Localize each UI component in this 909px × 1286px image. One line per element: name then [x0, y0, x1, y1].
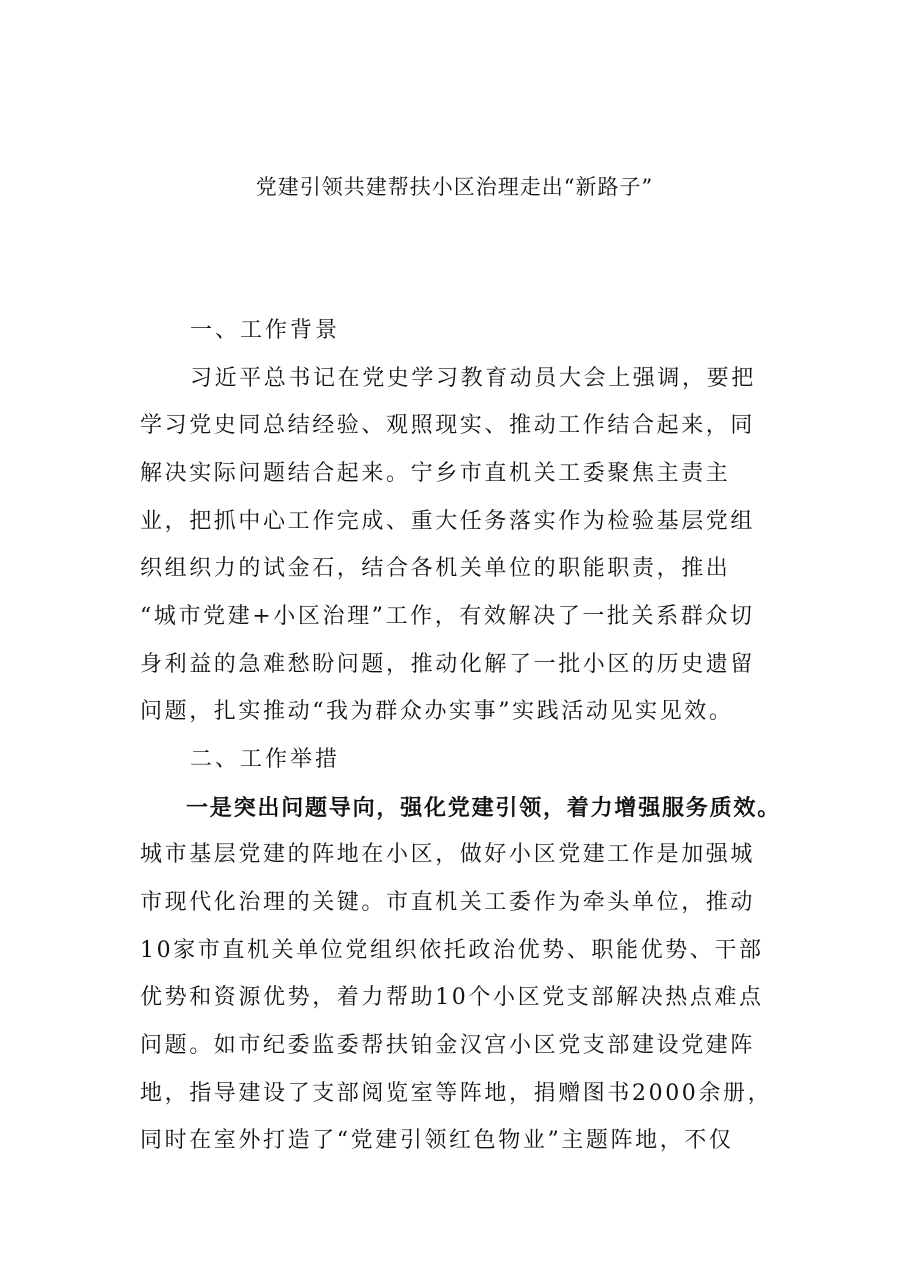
paragraph-line: 业，把抓中心工作完成、重大任务落实作为检验基层党组: [140, 509, 756, 534]
paragraph-line: 身利益的急难愁盼问题，推动化解了一批小区的历史遗留: [140, 652, 756, 677]
document-title: 党建引领共建帮扶小区治理走出“新路子”: [255, 175, 654, 199]
section-heading-measures: 二、工作举措: [190, 747, 341, 772]
paragraph-line: 城市基层党建的阵地在小区，做好小区党建工作是加强城: [140, 842, 756, 867]
paragraph-line: 市现代化治理的关键。市直机关工委作为牵头单位，推动: [140, 890, 756, 915]
paragraph-line: 优势和资源优势，着力帮助10个小区党支部解决热点难点: [140, 985, 764, 1010]
paragraph-line: 同时在室外打造了“党建引领红色物业”主题阵地，不仅: [140, 1128, 734, 1153]
paragraph-line: 问题。如市纪委监委帮扶铂金汉宫小区党支部建设党建阵: [140, 1033, 756, 1058]
paragraph-line: 10家市直机关单位党组织依托政治优势、职能优势、干部: [140, 938, 764, 963]
paragraph-line: 织组织力的试金石，结合各机关单位的职能职责，推出: [140, 556, 731, 581]
paragraph-line: “城市党建+小区治理”工作，有效解决了一批关系群众切: [140, 604, 755, 629]
paragraph-line: 解决实际问题结合起来。宁乡市直机关工委聚焦主责主: [140, 461, 731, 486]
paragraph-line: 问题，扎实推动“我为群众办实事”实践活动见实见效。: [140, 699, 734, 724]
bold-lead-sentence: 一是突出问题导向，强化党建引领，着力增强服务质效。: [186, 795, 782, 821]
paragraph-line: 学习党史同总结经验、观照现实、推动工作结合起来，同: [140, 413, 756, 438]
paragraph-line: 习近平总书记在党史学习教育动员大会上强调，要把: [190, 366, 756, 391]
paragraph-line: 地，指导建设了支部阅览室等阵地，捐赠图书2000余册，: [140, 1081, 773, 1106]
section-heading-background: 一、工作背景: [190, 318, 341, 343]
